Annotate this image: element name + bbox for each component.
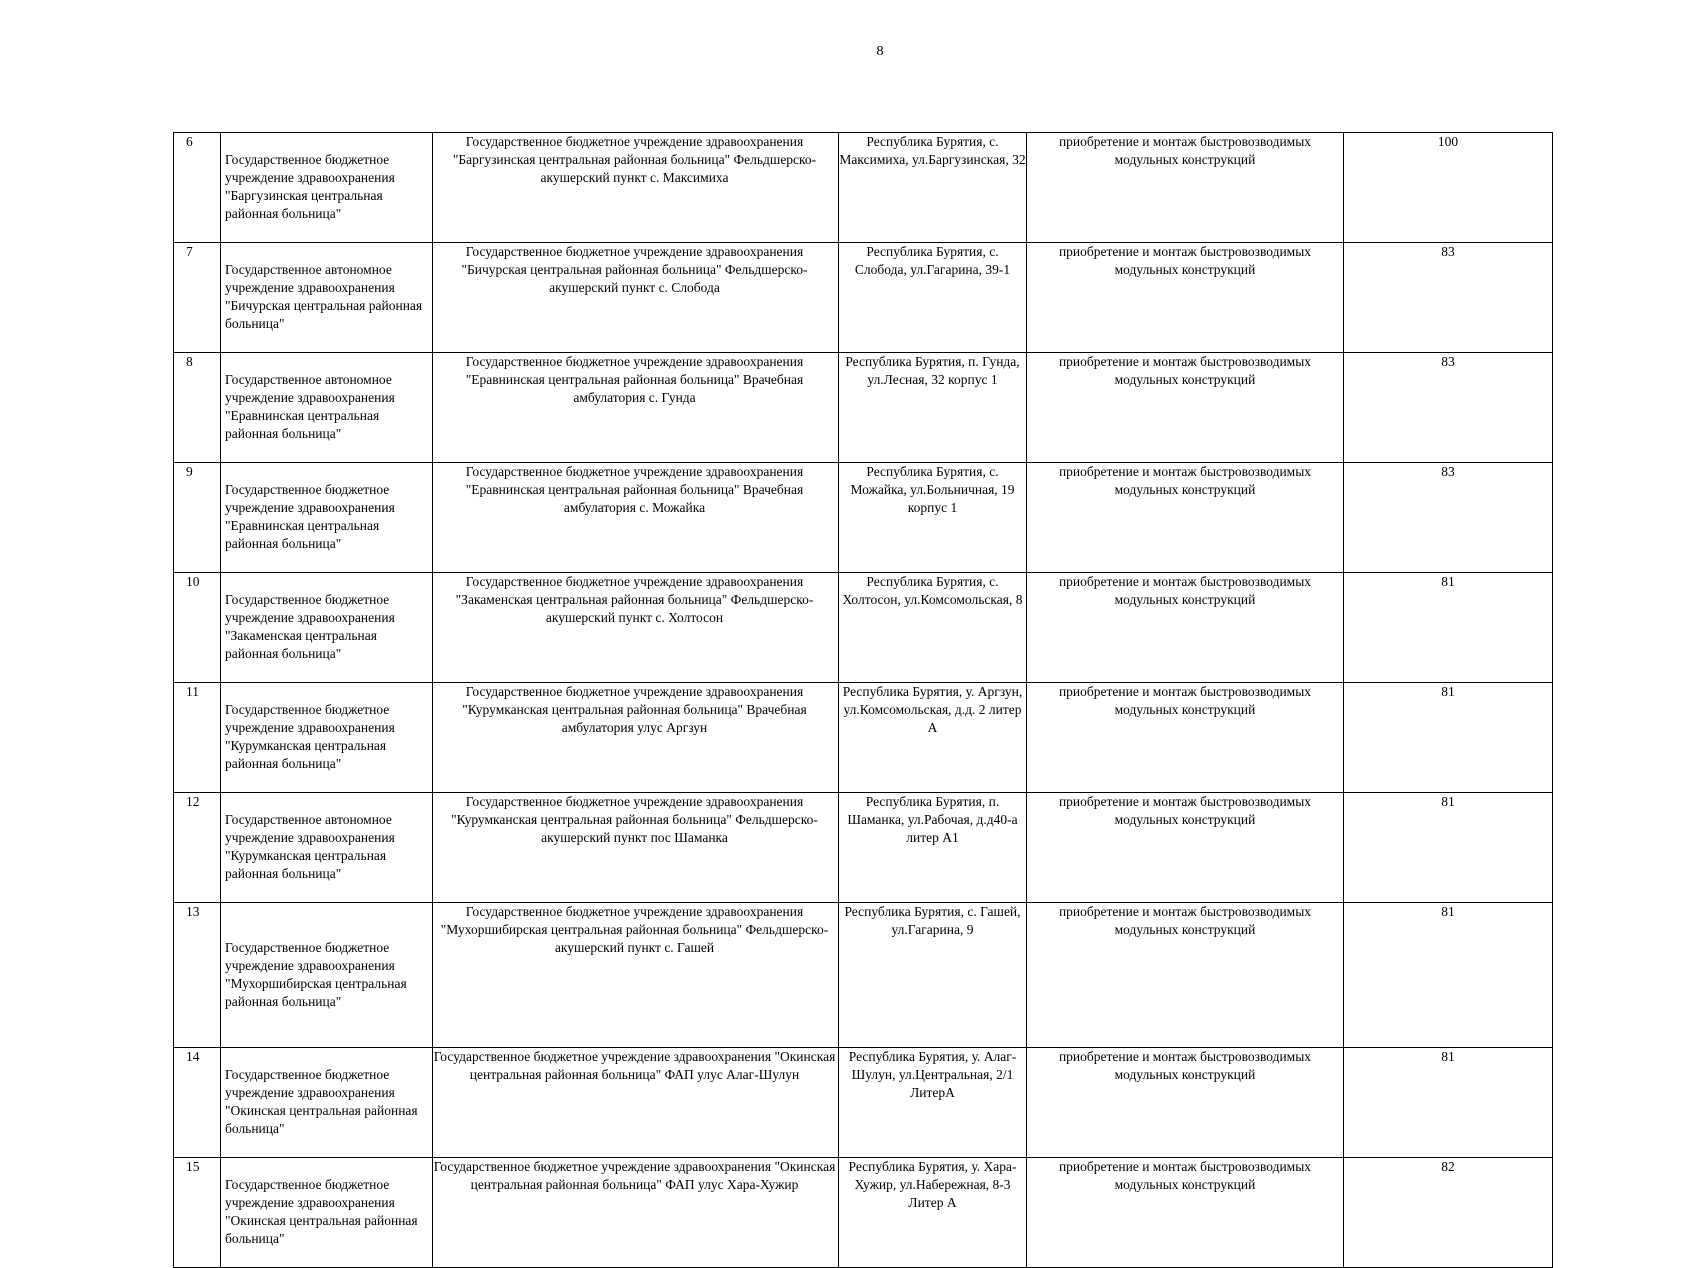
table-row (174, 463, 1553, 573)
facility-address: Республика Бурятия, у. Хара-Хужир, ул.Набережная, 8-3 Литер А (839, 1158, 1027, 1268)
row-number: 6 (174, 133, 221, 243)
row-number: 14 (174, 1048, 221, 1158)
work-type: приобретение и монтаж быстровозводимых модульных конструкций (1027, 573, 1344, 683)
table-row (174, 1048, 1553, 1158)
work-type: приобретение и монтаж быстровозводимых модульных конструкций (1027, 1158, 1344, 1268)
facility-address: Республика Бурятия, с. Слобода, ул.Гагарина, 39-1 (839, 243, 1027, 353)
row-number: 7 (174, 243, 221, 353)
facility-name: Государственное бюджетное учреждение здравоохранения "Курумканская центральная районная больница" Врачебная амбулатория улус Аргзун (433, 683, 839, 793)
owner-institution: Государственное бюджетное учреждение здравоохранения "Курумканская центральная районная больница" (221, 683, 433, 793)
facility-address: Республика Бурятия, с. Гашей, ул.Гагарина, 9 (839, 903, 1027, 1048)
row-number: 13 (174, 903, 221, 1048)
owner-institution: Государственное автономное учреждение здравоохранения "Еравнинская центральная районная больница" (221, 353, 433, 463)
owner-institution: Государственное бюджетное учреждение здравоохранения "Окинская центральная районная больница" (221, 1158, 433, 1268)
facility-address: Республика Бурятия, п. Шаманка, ул.Рабочая, д.д40-а литер А1 (839, 793, 1027, 903)
facility-name: Государственное бюджетное учреждение здравоохранения "Мухоршибирская центральная районная больница" Фельдшерско-акушерский пункт с. Гашей (433, 903, 839, 1048)
row-number: 11 (174, 683, 221, 793)
work-type: приобретение и монтаж быстровозводимых модульных конструкций (1027, 1048, 1344, 1158)
row-number: 9 (174, 463, 221, 573)
facility-address: Республика Бурятия, с. Холтосон, ул.Комсомольская, 8 (839, 573, 1027, 683)
amount-value: 81 (1344, 573, 1553, 683)
facility-name: Государственное бюджетное учреждение здравоохранения "Закаменская центральная районная больница" Фельдшерско-акушерский пункт с. Холтосон (433, 573, 839, 683)
facility-address: Республика Бурятия, с. Можайка, ул.Больничная, 19 корпус 1 (839, 463, 1027, 573)
facility-address: Республика Бурятия, у. Алаг-Шулун, ул.Центральная, 2/1 ЛитерА (839, 1048, 1027, 1158)
table-row (174, 243, 1553, 353)
row-number: 12 (174, 793, 221, 903)
facility-name: Государственное бюджетное учреждение здравоохранения "Еравнинская центральная районная больница" Врачебная амбулатория с. Гунда (433, 353, 839, 463)
table-row (174, 353, 1553, 463)
amount-value: 83 (1344, 243, 1553, 353)
amount-value: 81 (1344, 1048, 1553, 1158)
amount-value: 81 (1344, 683, 1553, 793)
owner-institution: Государственное автономное учреждение здравоохранения "Курумканская центральная районная больница" (221, 793, 433, 903)
owner-institution: Государственное бюджетное учреждение здравоохранения "Мухоршибирская центральная районная больница" (221, 903, 433, 1048)
table-row (174, 793, 1553, 903)
facility-address: Республика Бурятия, у. Аргзун, ул.Комсомольская, д.д. 2 литер А (839, 683, 1027, 793)
table-row (174, 573, 1553, 683)
owner-institution: Государственное бюджетное учреждение здравоохранения "Баргузинская центральная районная больница" (221, 133, 433, 243)
facility-name: Государственное бюджетное учреждение здравоохранения "Еравнинская центральная районная больница" Врачебная амбулатория с. Можайка (433, 463, 839, 573)
facility-address: Республика Бурятия, п. Гунда, ул.Лесная, 32 корпус 1 (839, 353, 1027, 463)
facility-name: Государственное бюджетное учреждение здравоохранения "Окинская центральная районная больница" ФАП улус Хара-Хужир (433, 1158, 839, 1268)
work-type: приобретение и монтаж быстровозводимых модульных конструкций (1027, 133, 1344, 243)
work-type: приобретение и монтаж быстровозводимых модульных конструкций (1027, 243, 1344, 353)
facility-name: Государственное бюджетное учреждение здравоохранения "Курумканская центральная районная больница" Фельдшерско-акушерский пункт пос Шаманка (433, 793, 839, 903)
table-row (174, 683, 1553, 793)
owner-institution: Государственное автономное учреждение здравоохранения "Бичурская центральная районная больница" (221, 243, 433, 353)
amount-value: 82 (1344, 1158, 1553, 1268)
facility-address: Республика Бурятия, с. Максимиха, ул.Баргузинская, 32 (839, 133, 1027, 243)
table-row (174, 1158, 1553, 1268)
amount-value: 83 (1344, 353, 1553, 463)
work-type: приобретение и монтаж быстровозводимых модульных конструкций (1027, 463, 1344, 573)
facility-name: Государственное бюджетное учреждение здравоохранения "Окинская центральная районная больница" ФАП улус Алаг-Шулун (433, 1048, 839, 1158)
work-type: приобретение и монтаж быстровозводимых модульных конструкций (1027, 903, 1344, 1048)
row-number: 8 (174, 353, 221, 463)
owner-institution: Государственное бюджетное учреждение здравоохранения "Окинская центральная районная больница" (221, 1048, 433, 1158)
facilities-table (173, 132, 1553, 1268)
page-number: 8 (876, 44, 884, 59)
row-number: 10 (174, 573, 221, 683)
table-row (174, 903, 1553, 1048)
amount-value: 81 (1344, 903, 1553, 1048)
owner-institution: Государственное бюджетное учреждение здравоохранения "Еравнинская центральная районная больница" (221, 463, 433, 573)
work-type: приобретение и монтаж быстровозводимых модульных конструкций (1027, 793, 1344, 903)
facility-name: Государственное бюджетное учреждение здравоохранения "Бичурская центральная районная больница" Фельдшерско-акушерский пункт с. Слобода (433, 243, 839, 353)
amount-value: 100 (1344, 133, 1553, 243)
table-row (174, 133, 1553, 243)
work-type: приобретение и монтаж быстровозводимых модульных конструкций (1027, 683, 1344, 793)
work-type: приобретение и монтаж быстровозводимых модульных конструкций (1027, 353, 1344, 463)
owner-institution: Государственное бюджетное учреждение здравоохранения "Закаменская центральная районная больница" (221, 573, 433, 683)
row-number: 15 (174, 1158, 221, 1268)
facility-name: Государственное бюджетное учреждение здравоохранения "Баргузинская центральная районная больница" Фельдшерско-акушерский пункт с. Максимиха (433, 133, 839, 243)
amount-value: 81 (1344, 793, 1553, 903)
amount-value: 83 (1344, 463, 1553, 573)
